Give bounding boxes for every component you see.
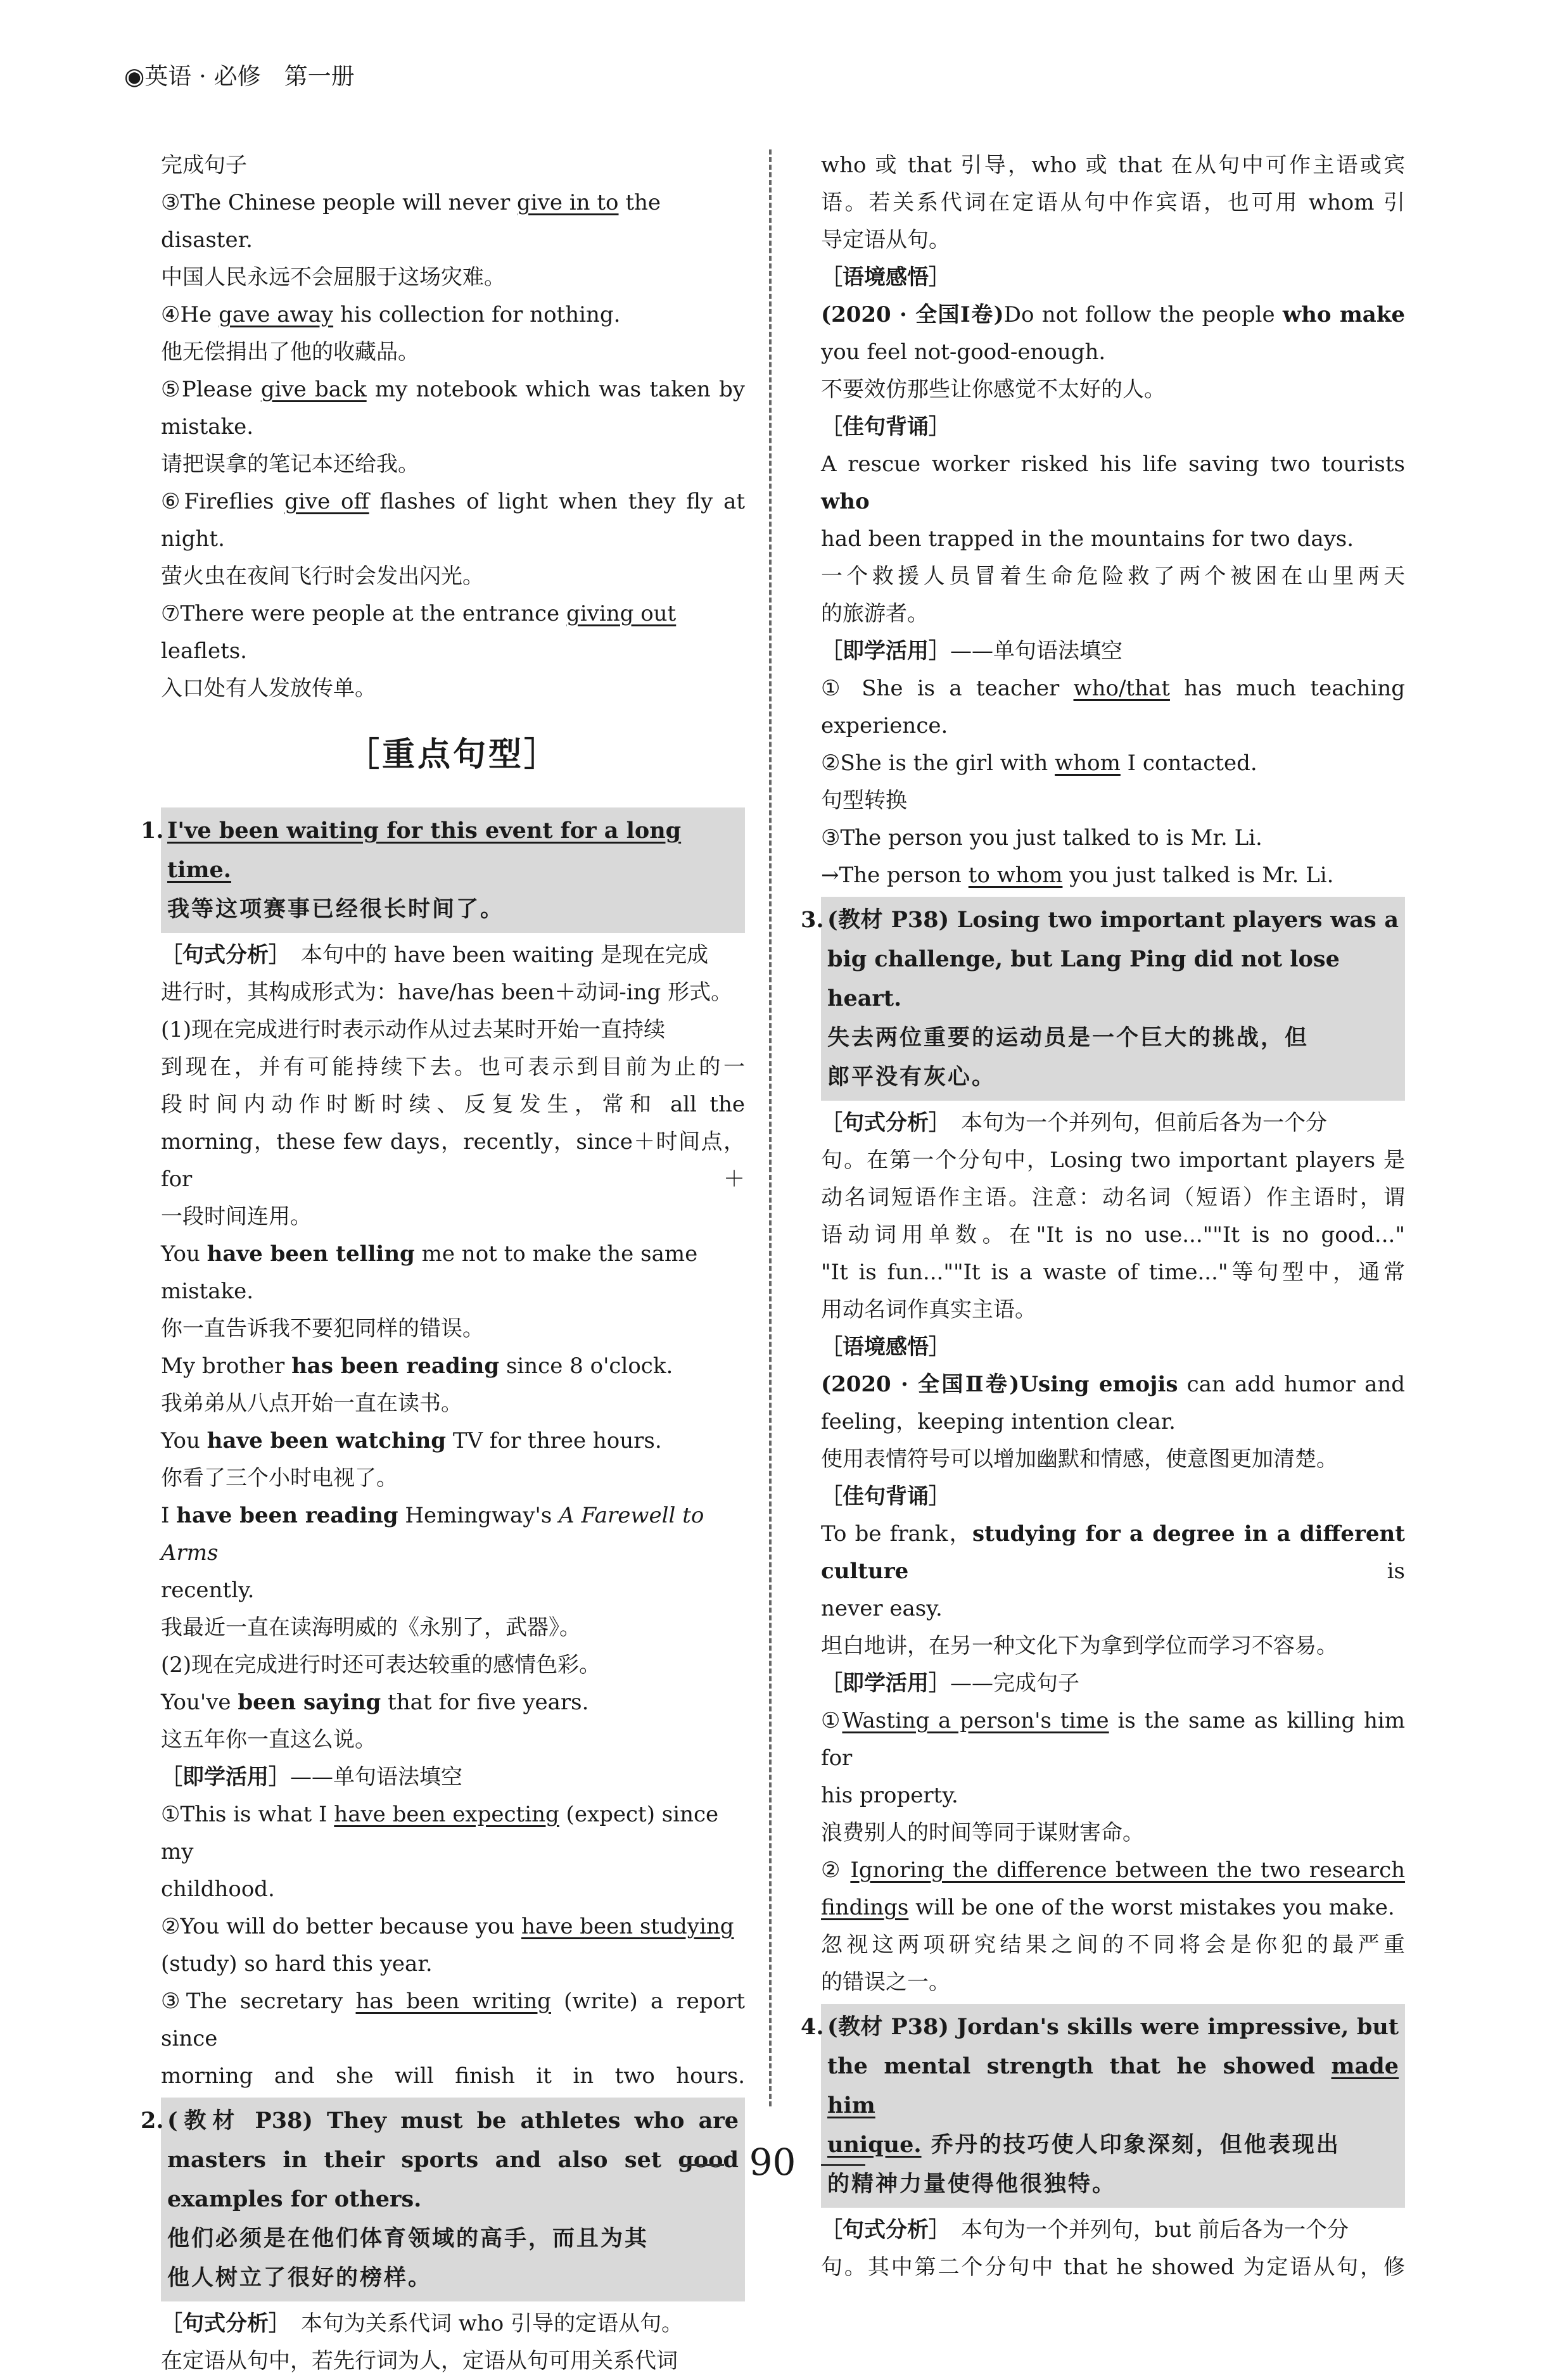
exercise-item: ⑥Fireflies give off flashes of light when they fly at: [161, 489, 746, 514]
analysis-line: morning，these few days，recently，since＋时间点，for＋: [161, 1129, 745, 1192]
analysis-line: 用动名词作真实主语。: [821, 1297, 1036, 1322]
example-en-cont: feeling，keeping intention clear.: [821, 1409, 1176, 1434]
example-en-cont: never easy.: [821, 1596, 943, 1621]
practice-item: ①This is what I have been expecting (expect) since my: [161, 1802, 719, 1864]
example-zh: 使用表情符号可以增加幽默和情感，使意图更加清楚。: [821, 1446, 1338, 1472]
practice-heading: ［即学活用］——单句语法填空: [821, 638, 1122, 664]
translation: 他无偿捐出了他的收藏品。: [161, 339, 419, 365]
practice-item: ③The secretary has been writing (write) a report since: [161, 1989, 745, 2051]
key-sentence-zh: 我等这项赛事已经很长时间了。: [167, 896, 505, 922]
key-sentence-3: [801, 897, 1405, 1101]
exercise-item-cont: night.: [161, 526, 225, 552]
example-zh: 你一直告诉我不要犯同样的错误。: [161, 1316, 484, 1341]
analysis-line: 句。其中第二个分句中 that he showed 为定语从句，修: [821, 2255, 1405, 2280]
key-sentence-en: masters in their sports and also set good: [167, 2147, 739, 2173]
analysis: ［句式分析］ 本句为一个并列句，but 前后各为一个分: [821, 2217, 1349, 2243]
item-number: 4.: [801, 2014, 824, 2040]
practice-item-cont: (study) so hard this year.: [161, 1951, 433, 1977]
exercise-item: ⑤Please give back my notebook which was taken by: [161, 377, 745, 402]
key-sentence-en: the mental strength that he showed: [827, 2053, 1332, 2079]
translation: 萤火虫在夜间飞行时会发出闪光。: [161, 564, 484, 589]
example-en: A rescue worker risked his life saving two tourists who: [821, 452, 1405, 514]
practice-item: ②She is the girl with whom I contacted.: [821, 750, 1257, 776]
example-en: (2020 · 全国Ⅱ卷)Using emojis can add humor and: [821, 1372, 1406, 1397]
running-header: ◉英语 · 必修 第一册: [124, 63, 355, 90]
exercise-item: ④He gave away his collection for nothing.: [161, 302, 621, 327]
practice-item: ② Ignoring the difference between the two research: [821, 1858, 1406, 1883]
context-heading: ［语境感悟］: [821, 1334, 950, 1360]
example-zh: 的旅游者。: [821, 601, 929, 626]
practice-item: →The person to whom you just talked is Mr. Li.: [821, 863, 1334, 888]
translation: 忽视这两项研究结果之间的不同将会是你犯的最严重: [821, 1932, 1405, 1958]
key-sentence-en: I've been waiting for this event for a long time.: [167, 818, 682, 883]
key-sentence-en: (教材 P38) Losing two important players was a: [827, 907, 1399, 933]
key-sentence-en: examples for others.: [167, 2186, 422, 2212]
example-en: I have been reading Hemingway's A Farewell to Arms: [161, 1503, 704, 1566]
example-zh: 你看了三个小时电视了。: [161, 1465, 398, 1491]
right-column: [801, 147, 1406, 2286]
analysis: ［句式分析］ 本句中的 have been waiting 是现在完成: [161, 942, 709, 968]
item-number: 2.: [141, 2108, 164, 2134]
practice-item: ②You will do better because you have been studying: [161, 1914, 734, 1939]
key-sentence-zh: 他们必须是在他们体育领域的高手，而且为其: [167, 2225, 649, 2251]
example-en: You have been watching TV for three hours.: [161, 1428, 662, 1453]
transform-heading: 句型转换: [821, 788, 907, 813]
key-sentence-zh: 的精神力量使得他很独特。: [827, 2171, 1117, 2197]
key-sentence-zh: 他人树立了很好的榜样。: [167, 2265, 433, 2291]
section-title: ［重点句型］: [346, 735, 559, 774]
translation: 请把误拿的笔记本还给我。: [161, 452, 419, 477]
example-zh: 我弟弟从八点开始一直在读书。: [161, 1391, 462, 1416]
key-sentence-zh: 郎平没有灰心。: [827, 1064, 996, 1090]
example-zh: 我最近一直在读海明威的《永别了，武器》。: [161, 1615, 581, 1640]
practice-heading: ［即学活用］——单句语法填空: [161, 1764, 462, 1790]
analysis-point: (2)现在完成进行时还可表达较重的感情色彩。: [161, 1652, 601, 1678]
exercise-item: ⑦There were people at the entrance giving out leaflets.: [161, 601, 677, 664]
page-number: 90: [0, 2141, 1545, 2184]
analysis-line: 语。若关系代词在定语从句中作宾语，也可用 whom 引: [821, 190, 1405, 215]
example-en-cont: you feel not-good-enough.: [821, 339, 1106, 365]
analysis: ［句式分析］ 本句为关系代词 who 引导的定语从句。: [161, 2311, 683, 2336]
example-zh: 一个救援人员冒着生命危险救了两个被困在山里两天: [821, 564, 1405, 589]
subheading: 完成句子: [161, 153, 247, 178]
example-en: You've been saying that for five years.: [161, 1690, 589, 1715]
example-en: To be frank，studying for a degree in a different culture is: [821, 1521, 1405, 1584]
example-en-cont: recently.: [161, 1578, 255, 1603]
item-number: 1.: [141, 818, 164, 844]
practice-item: ③The person you just talked to is Mr. Li.: [821, 825, 1262, 851]
practice-item: ① She is a teacher who/that has much teaching: [821, 676, 1405, 701]
practice-item: ①Wasting a person's time is the same as killing him for: [821, 1708, 1405, 1771]
analysis-line: 进行时，其构成形式为：have/has been＋动词-ing 形式。: [161, 980, 733, 1005]
practice-item-cont: childhood.: [161, 1877, 275, 1902]
left-column: [141, 147, 746, 2380]
key-sentence-en: (教材 P38) Jordan's skills were impressive, but: [827, 2014, 1399, 2040]
recite-heading: ［佳句背诵］: [821, 414, 950, 440]
practice-item-cont: findings will be one of the worst mistakes you make.: [821, 1895, 1395, 1920]
example-en: My brother has been reading since 8 o'clock.: [161, 1353, 673, 1379]
key-sentence-en: (教材 P38) They must be athletes who are: [167, 2108, 739, 2134]
column-divider: [769, 149, 772, 2106]
translation: 的错误之一。: [821, 1970, 950, 1995]
analysis-line: 导定语从句。: [821, 227, 950, 253]
practice-heading: ［即学活用］——完成句子: [821, 1671, 1079, 1696]
practice-item-cont: morning and she will finish it in two hours.: [161, 2063, 745, 2089]
item-number: 3.: [801, 907, 824, 933]
example-en-cont: had been trapped in the mountains for two days.: [821, 526, 1354, 552]
example-en: You have been telling me not to make the same mistake.: [161, 1241, 698, 1304]
translation: 浪费别人的时间等同于谋财害命。: [821, 1820, 1144, 1845]
key-sentence-2: [141, 2098, 745, 2301]
practice-item-cont: his property.: [821, 1783, 958, 1808]
key-sentence-1: [141, 807, 745, 933]
context-heading: ［语境感悟］: [821, 265, 950, 290]
analysis: ［句式分析］ 本句为一个并列句，但前后各为一个分: [821, 1110, 1327, 1136]
analysis-line: (1)现在完成进行时表示动作从过去某时开始一直持续: [161, 1017, 666, 1042]
analysis-line: 动名词短语作主语。注意：动名词（短语）作主语时，谓: [821, 1185, 1405, 1210]
analysis-line: 句。在第一个分句中，Losing two important players 是: [821, 1148, 1405, 1173]
practice-item-cont: experience.: [821, 713, 948, 738]
exercise-item: ③The Chinese people will never give in to the disaster.: [161, 190, 661, 253]
analysis-line: who 或 that 引导，who 或 that 在从句中可作主语或宾: [821, 153, 1405, 178]
translation: 入口处有人发放传单。: [161, 676, 376, 701]
translation: 中国人民永远不会屈服于这场灾难。: [161, 265, 505, 290]
key-sentence-en: big challenge, but Lang Ping did not lose heart.: [827, 946, 1340, 1011]
analysis-line: "It is fun...""It is a waste of time..."等句型中，通常: [821, 1260, 1405, 1285]
recite-heading: ［佳句背诵］: [821, 1484, 950, 1509]
example-zh: 不要效仿那些让你感觉不太好的人。: [821, 377, 1166, 402]
example-zh: 这五年你一直这么说。: [161, 1727, 376, 1752]
exercise-item-cont: mistake.: [161, 414, 254, 440]
example-en: (2020 · 全国Ⅰ卷)Do not follow the people who make: [821, 302, 1406, 327]
analysis-line: 段时间内动作时断时续、反复发生，常和 all the: [161, 1092, 745, 1117]
analysis-line: 语动词用单数。在"It is no use...""It is no good...": [821, 1222, 1405, 1248]
example-zh: 坦白地讲，在另一种文化下为拿到学位而学习不容易。: [821, 1633, 1338, 1659]
analysis-line: 到现在，并有可能持续下去。也可表示到目前为止的一: [161, 1054, 745, 1080]
analysis-line: 一段时间连用。: [161, 1204, 312, 1229]
key-sentence-zh: 失去两位重要的运动员是一个巨大的挑战，但: [827, 1025, 1309, 1051]
analysis-line: 在定语从句中，若先行词为人，定语从句可用关系代词: [161, 2348, 678, 2374]
key-sentence-4: 4. (教材 P38) Jordan's skills were impressive, but the mental strength that he showed made him unique. 乔丹的技巧使人印象深刻，但他表现出 的精神力量使得他很独特。: [821, 2004, 1405, 2208]
